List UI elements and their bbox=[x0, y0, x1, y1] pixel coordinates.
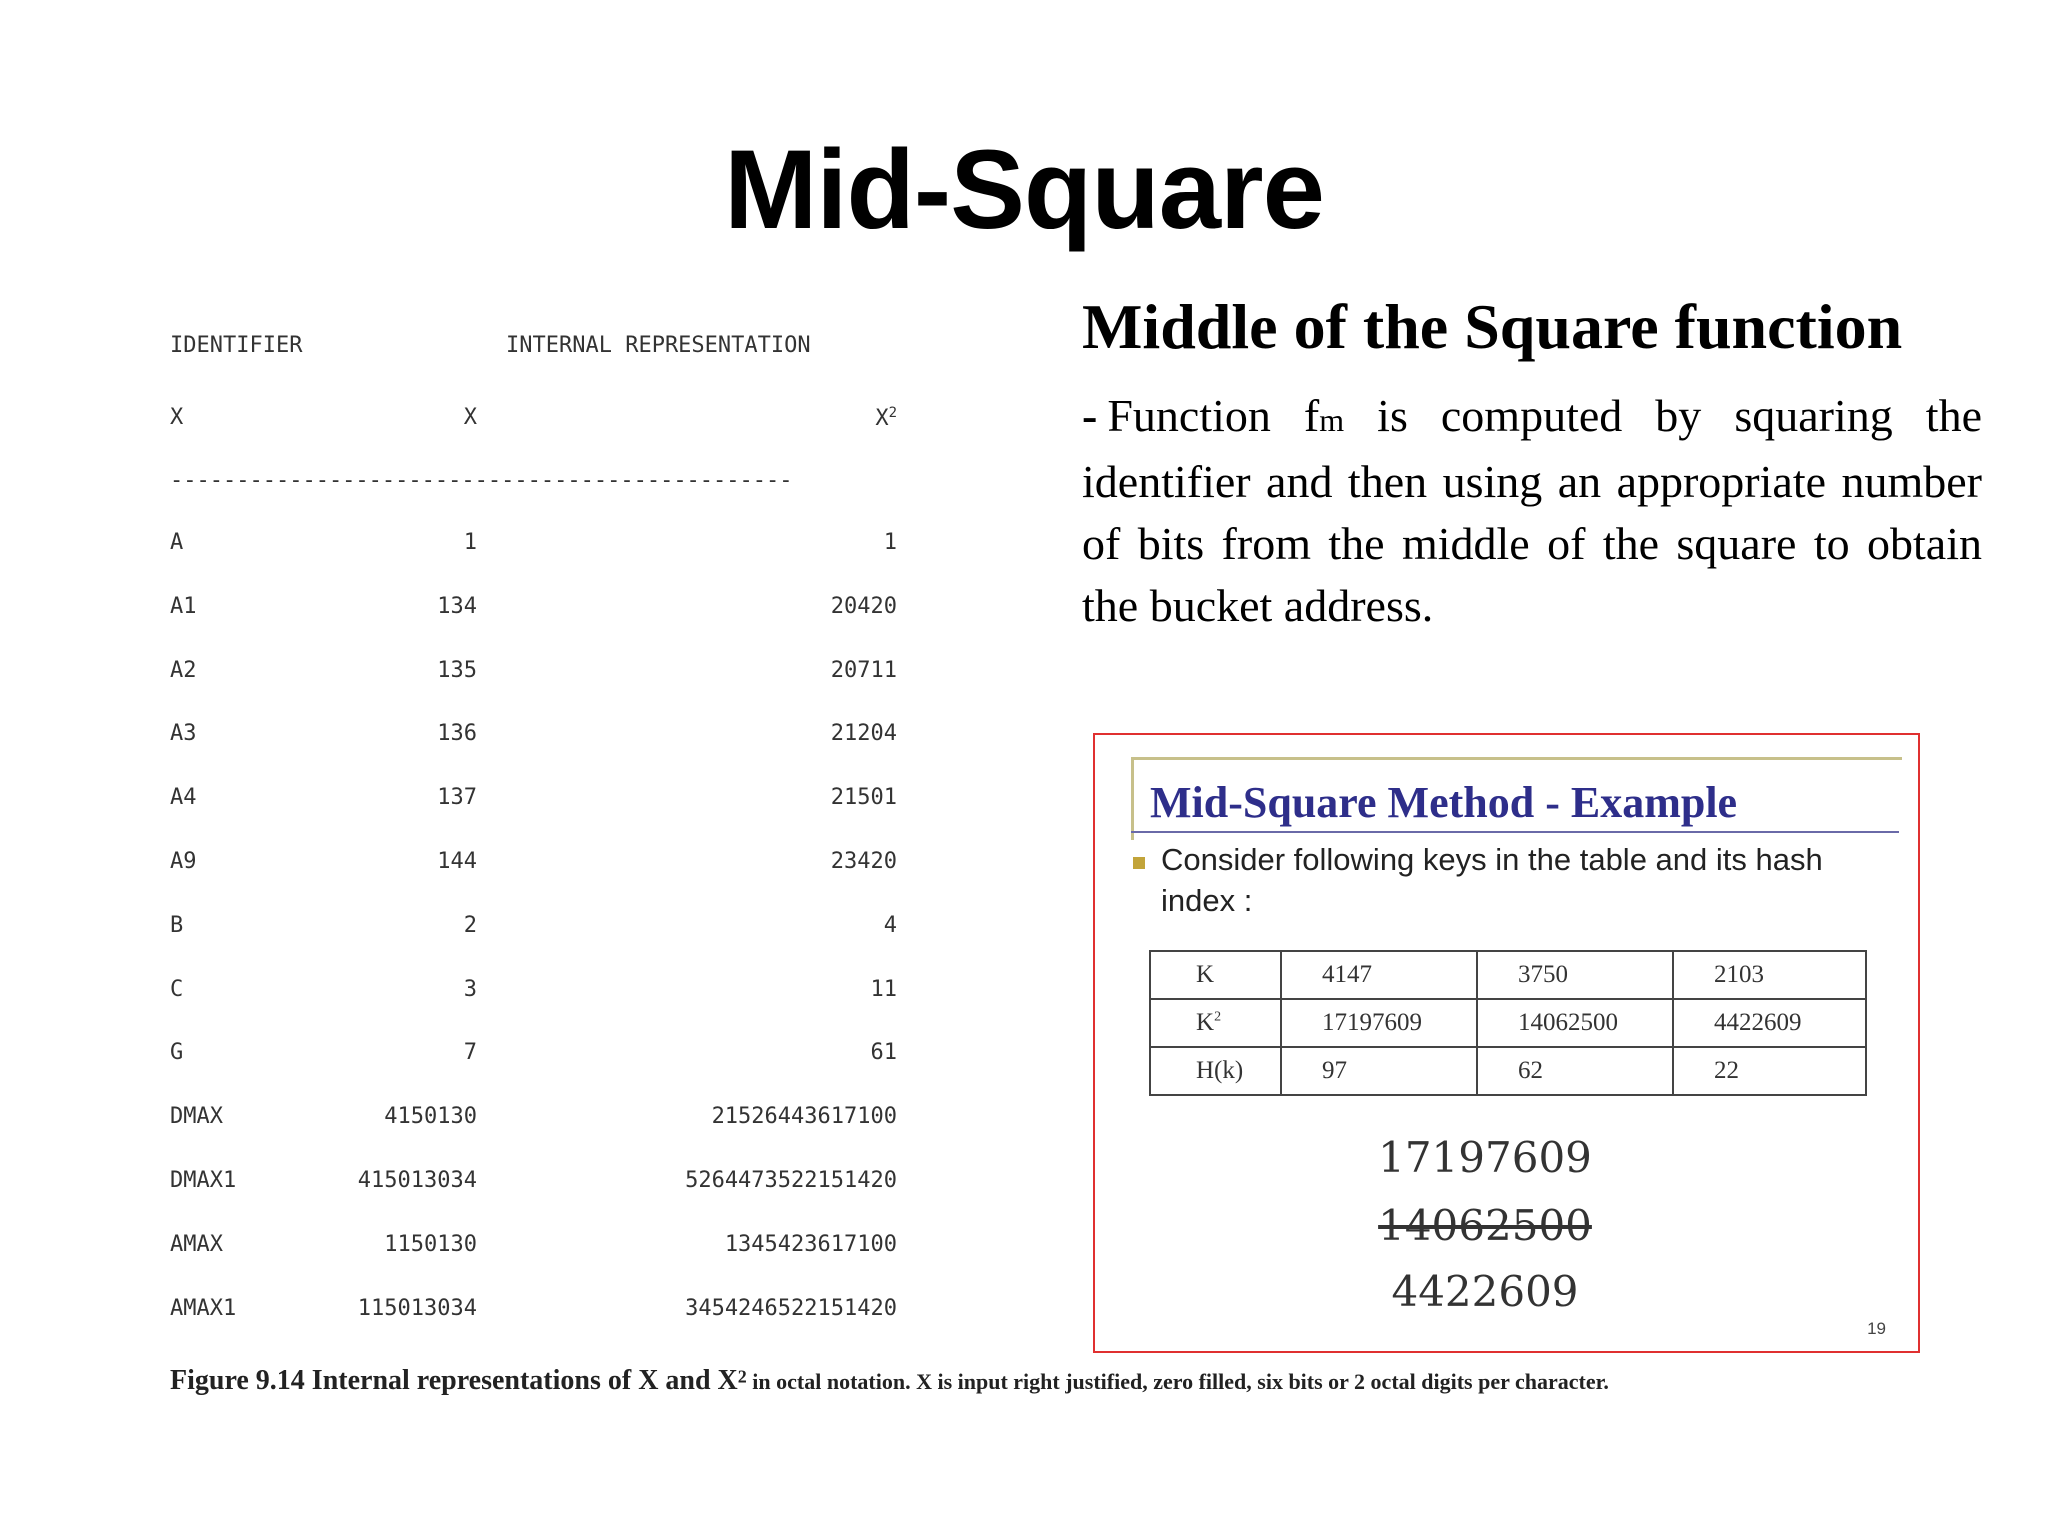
internal-representation-header: INTERNAL REPRESENTATION bbox=[506, 333, 811, 358]
row-x-value: 134 bbox=[437, 593, 477, 619]
row-identifier: DMAX1 bbox=[170, 1168, 237, 1193]
row-x-value: 144 bbox=[437, 849, 477, 874]
example-cell: 14062500 bbox=[1477, 999, 1673, 1047]
example-title-rule bbox=[1131, 831, 1899, 833]
row-x-value: 2 bbox=[463, 912, 477, 938]
row-x-value: 4150130 bbox=[384, 1104, 477, 1130]
example-row-label: $K^2$ bbox=[1150, 999, 1281, 1047]
row-identifier: AMAX1 bbox=[170, 1295, 237, 1321]
example-cell: 3750 bbox=[1477, 951, 1673, 999]
table-row bbox=[170, 1296, 897, 1326]
row-x-value: 137 bbox=[437, 785, 477, 811]
row-identifier: DMAX bbox=[170, 1104, 223, 1130]
figure-caption: Figure 9.14 Internal representations of X and $X^2$ in octal notation. X is input right justified, zero filled, six bits or 2 octal digits per character. bbox=[170, 1365, 1609, 1396]
row-x-squared: 1345423617100 bbox=[724, 1231, 897, 1257]
table-row bbox=[170, 849, 897, 879]
bullet-square-icon bbox=[1133, 857, 1145, 869]
table-row bbox=[170, 1104, 897, 1134]
handwritten-square-3: 4422609 bbox=[1391, 1267, 1579, 1316]
example-title: Mid-Square Method - Example bbox=[1150, 778, 1738, 827]
example-hash-table bbox=[1149, 950, 1867, 1096]
table-row bbox=[170, 721, 897, 751]
example-row-label: K bbox=[1150, 951, 1281, 999]
row-x-value: 1 bbox=[463, 530, 477, 555]
example-cell: 17197609 bbox=[1281, 999, 1477, 1047]
row-x-squared: 20420 bbox=[830, 593, 897, 619]
row-x-squared: 11 bbox=[870, 976, 897, 1002]
example-row-label: H(k) bbox=[1150, 1047, 1281, 1095]
row-identifier: C bbox=[170, 976, 184, 1002]
row-x-squared: 4 bbox=[883, 912, 897, 938]
row-x-squared: 3454246522151420 bbox=[685, 1295, 897, 1321]
example-slide-image bbox=[1093, 733, 1920, 1353]
table-row bbox=[170, 1232, 897, 1262]
row-x-value: 1150130 bbox=[384, 1231, 477, 1257]
row-identifier: AMAX bbox=[170, 1231, 223, 1257]
row-x-squared: 21204 bbox=[830, 721, 897, 747]
identifier-header: IDENTIFIER bbox=[170, 333, 303, 358]
row-x-value: 415013034 bbox=[357, 1168, 477, 1193]
example-cell: 4422609 bbox=[1673, 999, 1866, 1047]
table-row bbox=[170, 785, 897, 815]
row-identifier: B bbox=[170, 912, 184, 938]
table-row bbox=[170, 594, 897, 624]
example-cell: 2103 bbox=[1673, 951, 1866, 999]
example-table-row bbox=[1150, 1047, 1866, 1095]
row-x-value: 136 bbox=[437, 721, 477, 747]
x-squared-column-label: $X^2$ bbox=[875, 405, 897, 431]
row-identifier: A2 bbox=[170, 657, 197, 683]
example-bullet-text: Consider following keys in the table and its hash index : bbox=[1161, 842, 1823, 918]
row-identifier: A bbox=[170, 530, 184, 555]
example-table-row bbox=[1150, 951, 1866, 999]
handwritten-square-2: 14062500 bbox=[1378, 1201, 1592, 1250]
row-identifier: A1 bbox=[170, 593, 197, 619]
row-x-value: 3 bbox=[463, 976, 477, 1002]
table-row bbox=[170, 530, 897, 560]
row-x-value: 115013034 bbox=[357, 1295, 477, 1321]
table-row bbox=[170, 977, 897, 1007]
row-identifier: G bbox=[170, 1040, 184, 1066]
identifier-x-label: X bbox=[170, 405, 184, 430]
example-cell: 97 bbox=[1281, 1047, 1477, 1095]
description-paragraph: - Function fm is computed by squaring the identifier and then using an appropriate number of bits from the middle of the square to obtain the bucket address. bbox=[1082, 390, 1982, 631]
handwritten-square-1: 17197609 bbox=[1378, 1133, 1592, 1182]
example-cell: 4147 bbox=[1281, 951, 1477, 999]
row-x-squared: 5264473522151420 bbox=[685, 1168, 897, 1193]
row-x-squared: 20711 bbox=[830, 657, 897, 683]
table-row bbox=[170, 913, 897, 943]
x-column-label: X bbox=[463, 405, 477, 430]
row-identifier: A3 bbox=[170, 721, 197, 747]
example-cell: 62 bbox=[1477, 1047, 1673, 1095]
table-row bbox=[170, 1040, 897, 1070]
row-identifier: A9 bbox=[170, 849, 197, 874]
row-x-value: 7 bbox=[463, 1040, 477, 1066]
row-x-squared: 1 bbox=[883, 530, 897, 555]
row-x-squared: 21526443617100 bbox=[711, 1104, 897, 1130]
row-x-squared: 23420 bbox=[830, 849, 897, 874]
row-identifier: A4 bbox=[170, 785, 197, 811]
row-x-value: 135 bbox=[437, 657, 477, 683]
table-row bbox=[170, 1168, 897, 1198]
row-x-squared: 21501 bbox=[830, 785, 897, 811]
table-row bbox=[170, 658, 897, 688]
example-page-number: 19 bbox=[1867, 1319, 1886, 1338]
example-cell: 22 bbox=[1673, 1047, 1866, 1095]
section-subheading: Middle of the Square function bbox=[1082, 291, 1903, 362]
example-table-row bbox=[1150, 999, 1866, 1047]
row-x-squared: 61 bbox=[870, 1040, 897, 1066]
slide-title: Mid-Square bbox=[724, 127, 1324, 252]
table-divider: ----------------------------------------------- bbox=[170, 468, 793, 493]
